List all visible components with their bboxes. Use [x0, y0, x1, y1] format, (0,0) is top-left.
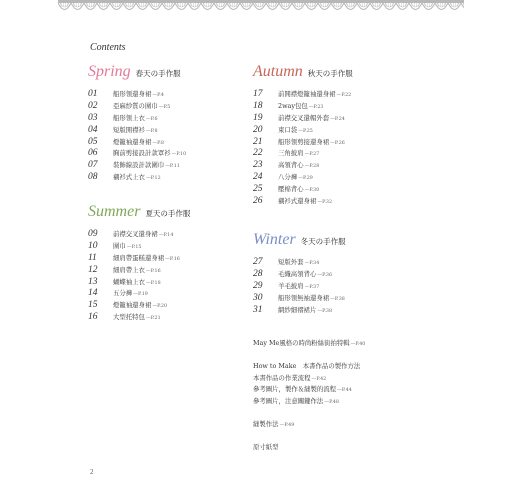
item-page: —P.18 [145, 280, 161, 286]
item-number: 12 [88, 264, 98, 275]
section-autumn [253, 64, 353, 208]
item-title: 八分褲 [278, 173, 298, 182]
item-page: —P.14 [158, 233, 174, 238]
item-title: 壓棉背心 [278, 185, 304, 194]
item-page: —P.24 [330, 116, 345, 122]
item-title: 三角披肩 [278, 149, 304, 158]
toc-item[interactable] [253, 137, 353, 149]
toc-item[interactable] [88, 229, 190, 241]
item-number: 24 [253, 172, 263, 183]
item-title: 燈籠袖還身裙 [113, 301, 152, 310]
section-summer [88, 204, 190, 324]
item-page: —P.12 [145, 176, 161, 182]
entry-title: 參考圖片，注意關鍵作法 [253, 397, 324, 406]
item-page: —P.38 [317, 308, 333, 314]
item-title: 前開襟燈籠袖還身裙 [278, 90, 336, 98]
item-number: 06 [88, 148, 98, 159]
section-winter [253, 232, 346, 316]
section-label: 秋天の手作服 [307, 69, 353, 78]
item-title: 毛織高領背心 [278, 269, 317, 278]
contents-title: Contents [90, 42, 126, 53]
toc-item[interactable] [88, 160, 186, 172]
item-number: 29 [253, 280, 263, 291]
page-number: 2 [90, 468, 94, 476]
item-page: —P.26 [330, 140, 345, 146]
toc-item[interactable] [253, 281, 346, 293]
item-list [88, 89, 186, 184]
item-title: 船形領無袖還身裙 [278, 293, 330, 302]
toc-item[interactable] [253, 160, 353, 172]
item-page: —P.20 [152, 304, 168, 310]
toc-item[interactable] [253, 305, 346, 317]
item-number: 03 [88, 112, 98, 123]
toc-item[interactable] [88, 288, 190, 300]
item-page: —P.10 [171, 152, 187, 158]
toc-item[interactable] [253, 257, 346, 269]
item-number: 30 [253, 292, 263, 303]
entry-page: —P.42 [311, 376, 327, 382]
item-page: —P.32 [317, 200, 333, 206]
section-script: Autumn [253, 63, 303, 80]
toc-item[interactable] [88, 241, 190, 253]
item-number: 09 [88, 229, 98, 239]
reference2-entry[interactable] [253, 396, 365, 408]
item-number: 04 [88, 124, 98, 135]
item-page: —P.25 [298, 128, 313, 134]
item-number: 26 [253, 196, 263, 207]
item-page: —P.8 [152, 140, 164, 146]
item-title: 2way包包 [278, 101, 308, 110]
section-spring [88, 64, 186, 184]
item-page: —P.11 [165, 164, 180, 170]
item-number: 23 [253, 160, 263, 171]
item-list [88, 229, 190, 324]
misc-entries [253, 338, 365, 454]
item-title: 船形領上衣 [113, 113, 145, 122]
item-page: —P.15 [126, 244, 142, 250]
item-number: 27 [253, 257, 263, 267]
item-title: 蝴蝶袖上衣 [113, 277, 145, 286]
flow-entry[interactable] [253, 373, 365, 385]
item-title: 燈籠袖還身裙 [113, 137, 152, 146]
entry-page: —P.49 [279, 422, 295, 428]
item-number: 02 [88, 100, 98, 111]
item-title: 細肩帶蛋糕還身裙 [113, 253, 165, 262]
toc-item[interactable] [88, 137, 186, 149]
item-title: 前襟交叉還帽外套 [278, 113, 330, 122]
item-number: 16 [88, 312, 98, 323]
section-script: Spring [88, 63, 131, 80]
toc-item[interactable] [88, 277, 190, 289]
item-number: 17 [253, 89, 263, 99]
item-number: 15 [88, 300, 98, 311]
item-title: 束口袋 [278, 125, 298, 134]
item-page: —P.36 [317, 272, 333, 278]
item-page: —P.16 [165, 256, 180, 262]
toc-item[interactable] [88, 148, 186, 160]
toc-item[interactable] [253, 184, 353, 196]
item-number: 18 [253, 100, 263, 111]
lace-border [58, 0, 464, 18]
toc-item[interactable] [88, 101, 186, 113]
item-number: 05 [88, 136, 98, 147]
toc-item[interactable] [253, 113, 353, 125]
item-title: 網紗細褶裙片 [278, 305, 317, 314]
toc-item[interactable] [88, 312, 190, 324]
pattern-entry[interactable]: 原寸紙型 [253, 442, 279, 451]
item-page: —P.21 [145, 316, 161, 322]
toc-item[interactable] [253, 293, 346, 305]
section-label: 冬天の手作服 [300, 237, 346, 246]
item-page: —P.30 [304, 188, 320, 194]
toc-item[interactable] [88, 300, 190, 312]
item-page: —P.8 [145, 128, 158, 134]
toc-item[interactable] [88, 125, 186, 137]
item-title: 胸前剪接設計款罩衫 [113, 149, 171, 158]
item-number: 20 [253, 124, 263, 135]
entry-title: 本書作品の作業流程 [253, 373, 311, 382]
item-title: 亞麻紗質の圍巾 [113, 101, 158, 110]
section-label: 春天の手作服 [135, 69, 181, 78]
toc-item[interactable] [88, 253, 190, 265]
entry-title: May Me風格の時尚粉絲街拍特輯 [253, 339, 350, 347]
item-title: 高領背心 [278, 161, 304, 170]
item-number: 25 [253, 184, 263, 195]
toc-item[interactable] [88, 265, 190, 277]
item-number: 22 [253, 148, 263, 159]
item-list [253, 89, 353, 208]
toc-item[interactable] [253, 269, 346, 281]
item-page: —P.23 [308, 104, 324, 110]
item-number: 21 [253, 136, 263, 147]
item-number: 10 [88, 240, 98, 251]
item-title: 襯衫式上衣 [113, 173, 145, 182]
toc-item[interactable] [253, 172, 353, 184]
entry-page: —P.44 [337, 388, 352, 394]
how-to-make-heading: How to Make 本書作品の製作方法 [253, 361, 361, 370]
item-title: 裝飾線設計款圍巾 [113, 161, 165, 170]
toc-item[interactable] [253, 101, 353, 113]
item-page: —P.19 [133, 292, 148, 298]
item-page: —P.22 [336, 93, 352, 98]
item-number: 19 [253, 112, 263, 123]
toc-item[interactable] [253, 89, 353, 101]
item-title: 五分褲 [113, 289, 133, 298]
item-page: —P.16 [145, 268, 161, 274]
item-title: 大型托特包 [113, 313, 145, 322]
toc-item[interactable] [253, 125, 353, 137]
item-page: —P.29 [298, 176, 313, 182]
section-label: 夏天の手作服 [145, 209, 191, 218]
item-page: —P.34 [304, 261, 320, 266]
section-script: Winter [253, 231, 296, 248]
item-number: 08 [88, 172, 98, 183]
item-page: —P.37 [304, 284, 320, 290]
toc-item[interactable] [88, 113, 186, 125]
item-page: —P.6 [145, 116, 158, 122]
toc-item[interactable] [88, 89, 186, 101]
toc-item[interactable] [253, 148, 353, 160]
item-title: 前襟交叉還身裙 [113, 230, 158, 238]
item-title: 細肩帶上衣 [113, 265, 145, 274]
item-page: —P.4 [152, 93, 164, 98]
item-number: 11 [88, 252, 97, 263]
item-title: 短版開襟衫 [113, 125, 145, 134]
reference1-entry[interactable] [253, 384, 365, 396]
item-title: 船形領還身裙 [113, 90, 152, 98]
item-title: 船形領剪接還身裙 [278, 137, 330, 146]
entry-title: 縫製作法 [253, 419, 279, 428]
item-page: —P.27 [304, 152, 320, 158]
item-number: 31 [253, 304, 263, 315]
item-title: 襯衫式還身裙 [278, 197, 317, 206]
item-number: 07 [88, 160, 98, 171]
item-number: 01 [88, 89, 98, 99]
item-page: —P.5 [158, 104, 171, 110]
item-number: 13 [88, 276, 98, 287]
toc-item[interactable] [88, 172, 186, 184]
item-title: 羊毛披肩 [278, 281, 304, 290]
item-list [253, 257, 346, 316]
section-script: Summer [88, 203, 141, 220]
item-title: 圍巾 [113, 241, 126, 250]
entry-title: 參考圖片，製作＆縫製的流程 [253, 385, 337, 394]
entry-page: —P.40 [350, 342, 366, 347]
toc-item[interactable] [253, 196, 353, 208]
item-page: —P.38 [330, 296, 345, 302]
item-title: 短版外套 [278, 258, 304, 266]
item-number: 28 [253, 268, 263, 279]
feature-entry[interactable] [253, 338, 365, 350]
item-page: —P.28 [304, 164, 320, 170]
item-number: 14 [88, 288, 98, 299]
entry-page: —P.48 [324, 400, 339, 406]
sewing-entry[interactable] [253, 419, 365, 431]
